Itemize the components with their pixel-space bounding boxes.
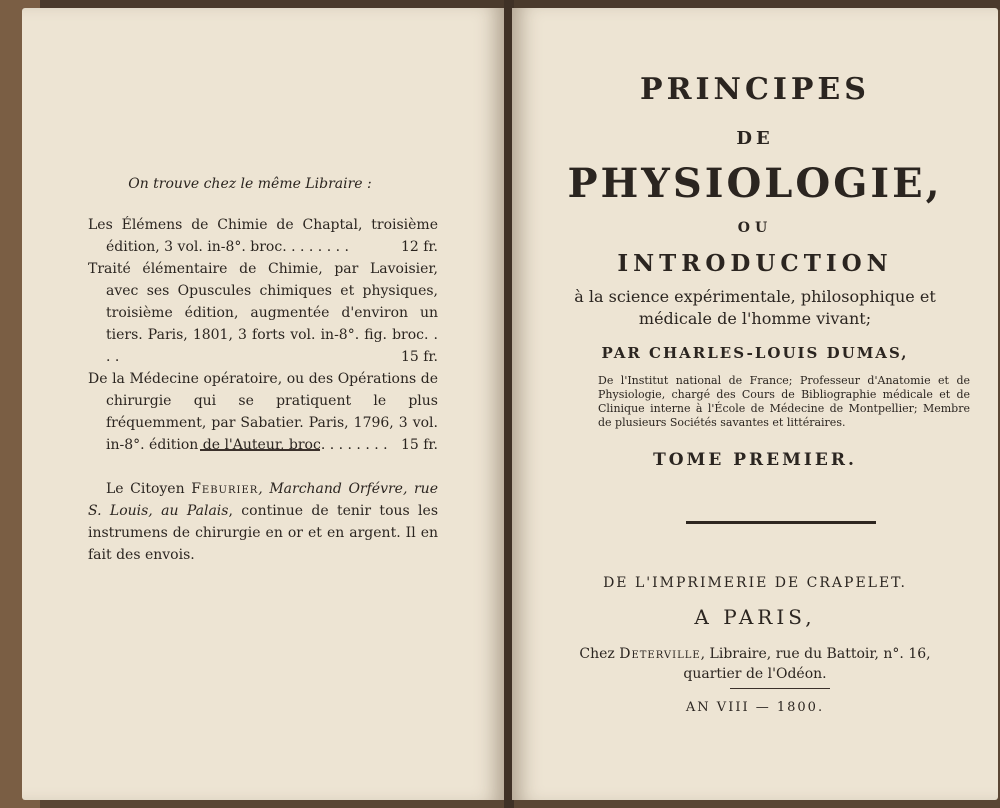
entry-price: 15 fr. xyxy=(400,437,438,453)
city-line: A PARIS, xyxy=(694,605,816,629)
publisher-prefix: Chez xyxy=(579,646,615,662)
publisher-address: , Libraire, rue du Battoir, n°. 16, xyxy=(700,646,931,662)
list-item xyxy=(88,258,438,368)
printer-line: DE L'IMPRIMERIE DE CRAPELET. xyxy=(603,575,907,591)
publisher-block xyxy=(512,644,998,684)
list-item xyxy=(88,368,438,456)
entry-price: 12 fr. xyxy=(400,239,438,255)
entry-text: Traité élémentaire de Chimie, par Lavoisier, avec ses Opuscules chimiques et physiques, troisième édition, augmentée d'environ un tiers. Paris, 1801, 3 forts vol. in-8°. fig. broc. . . . xyxy=(88,261,438,365)
publication-date: AN VIII — 1800. xyxy=(685,700,825,715)
entry-price: 15 fr. xyxy=(400,349,438,365)
volume-label: TOME PREMIER. xyxy=(653,450,857,470)
list-item xyxy=(88,214,438,258)
author-line: PAR CHARLES-LOUIS DUMAS, xyxy=(601,344,909,362)
entry-text: Les Élémens de Chimie de Chaptal, troisième édition, 3 vol. in-8°. broc. . . . . . . . xyxy=(88,217,438,255)
catalogue-heading: On trouve chez le même Libraire : xyxy=(128,176,372,192)
title-ou: OU xyxy=(737,220,773,236)
author-affiliation: De l'Institut national de France; Professeur d'Anatomie et de Physiologie, chargé des Cours de Bibliographie médicale et de Clinique interne à l'École de Médecine de Montpellier; Membre de plusieurs Sociétés savantes et littéraires. xyxy=(598,374,970,429)
entry-text: De la Médecine opératoire, ou des Opérations de chirurgie qui se pratiquent le plus fréquemment, par Sabatier. Paris, 1796, 3 vol. in-8°. édition de l'Auteur, broc. . . . . . . . xyxy=(88,371,438,453)
publisher-line-2: quartier de l'Odéon. xyxy=(683,666,827,682)
merchant-notice xyxy=(88,478,438,566)
title-principes: PRINCIPES xyxy=(640,72,870,107)
date-divider xyxy=(730,688,830,689)
notice-name: Feburier xyxy=(191,481,259,497)
notice-italic: , Marchand Orfévre, rue S. Louis, au Palais xyxy=(88,481,438,519)
title-introduction: INTRODUCTION xyxy=(617,250,893,277)
notice-rest: , continue de tenir tous les instrumens de chirurgie en or et en argent. Il en fait des envois. xyxy=(88,503,439,563)
publisher-line-1 xyxy=(512,644,998,664)
book-list xyxy=(88,214,438,456)
section-divider xyxy=(200,449,320,451)
notice-lead: Le Citoyen xyxy=(106,481,185,497)
title-physiologie: PHYSIOLOGIE, xyxy=(567,160,943,207)
publisher-name: Deterville xyxy=(619,646,701,662)
title-de: DE xyxy=(736,128,774,149)
subtitle: à la science expérimentale, philosophique et médicale de l'homme vivant; xyxy=(574,287,936,328)
title-divider xyxy=(686,521,876,524)
